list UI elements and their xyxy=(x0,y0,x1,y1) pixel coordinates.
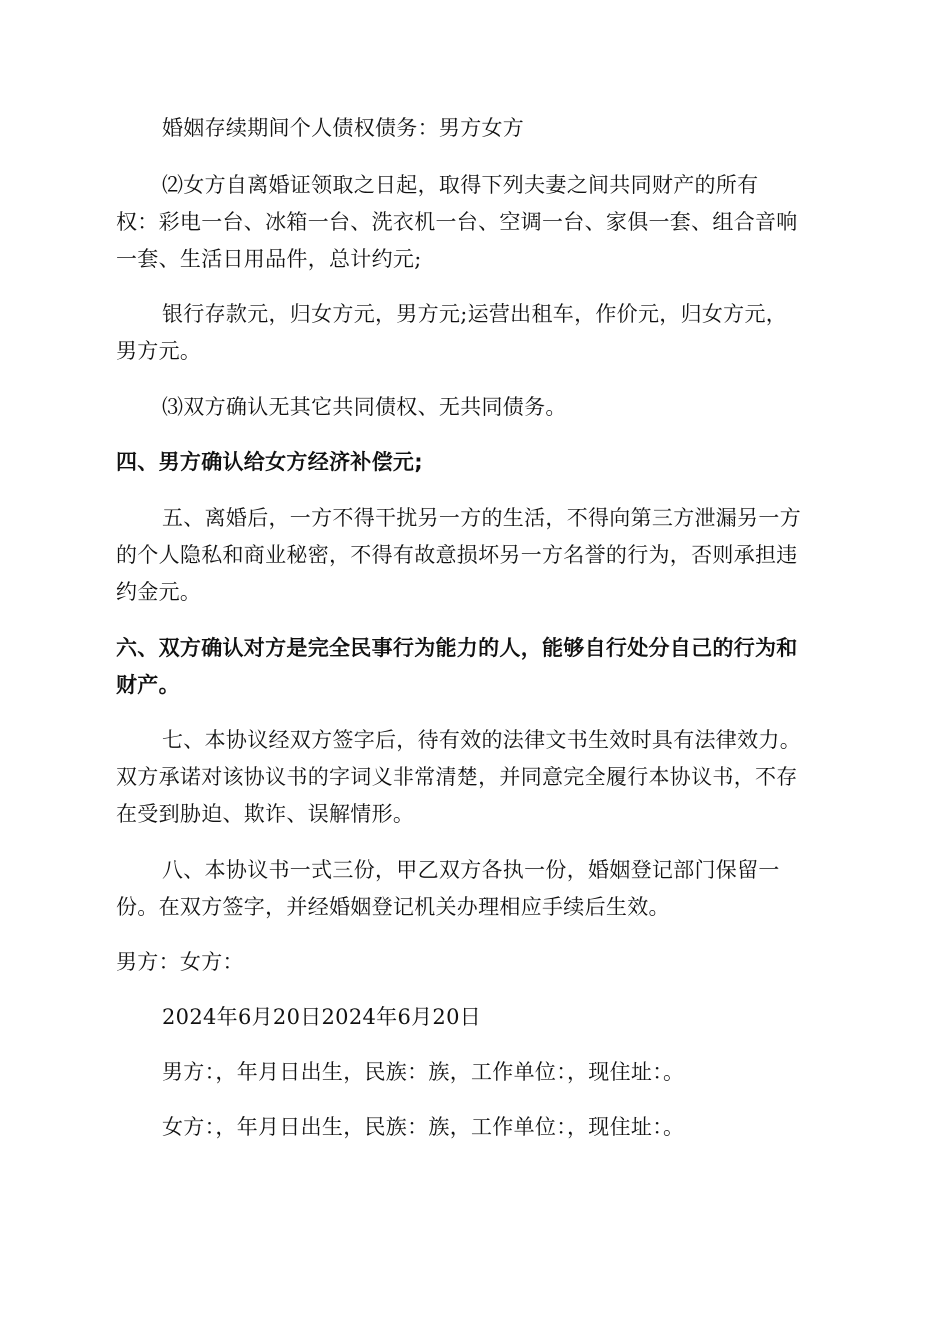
paragraph-personal-debts: 婚姻存续期间个人债权债务：男方女方 xyxy=(162,116,525,140)
paragraph-8-line-1: 八、本协议书一式三份，甲乙双方各执一份，婚姻登记部门保留一 xyxy=(162,858,780,882)
paragraph-7-line-3: 在受到胁迫、欺诈、误解情形。 xyxy=(116,802,415,826)
paragraph-7-line-2: 双方承诺对该协议书的字词义非常清楚，并同意完全履行本协议书，不存 xyxy=(116,765,798,789)
paragraph-3-line-2: 男方元。 xyxy=(116,339,202,363)
paragraph-2-line-1: ⑵女方自离婚证领取之日起，取得下列夫妻之间共同财产的所有 xyxy=(162,173,759,197)
signature-line: 男方：女方： xyxy=(116,950,244,974)
paragraph-7-line-1: 七、本协议经双方签字后，待有效的法律文书生效时具有法律效力。 xyxy=(162,728,801,752)
paragraph-5-line-2: 的个人隐私和商业秘密，不得有故意损坏另一方名誉的行为，否则承担违 xyxy=(116,543,798,567)
female-party-info: 女方：，年月日出生，民族：族，工作单位：，现住址：。 xyxy=(162,1115,685,1139)
paragraph-3-line-1: 银行存款元，归女方元，男方元;运营出租车，作价元，归女方元， xyxy=(162,302,788,326)
paragraph-5-line-3: 约金元。 xyxy=(116,580,202,604)
heading-6-line-2: 财产。 xyxy=(116,673,180,697)
paragraph-5-line-1: 五、离婚后，一方不得干扰另一方的生活，不得向第三方泄漏另一方 xyxy=(162,506,801,530)
paragraph-2-line-3: 一套、生活日用品件，总计约元; xyxy=(116,247,422,271)
heading-6-line-1: 六、双方确认对方是完全民事行为能力的人，能够自行处分自己的行为和 xyxy=(116,636,798,660)
paragraph-2-line-2: 权：彩电一台、冰箱一台、洗衣机一台、空调一台、家俱一套、组合音响 xyxy=(116,210,798,234)
heading-4: 四、男方确认给女方经济补偿元; xyxy=(116,450,423,474)
paragraph-4: ⑶双方确认无其它共同债权、无共同债务。 xyxy=(162,395,567,419)
paragraph-8-line-2: 份。在双方签字，并经婚姻登记机关办理相应手续后生效。 xyxy=(116,895,670,919)
male-party-info: 男方：，年月日出生，民族：族，工作单位：，现住址：。 xyxy=(162,1060,685,1084)
signature-dates: 2024年6月20日2024年6月20日 xyxy=(162,1005,482,1029)
